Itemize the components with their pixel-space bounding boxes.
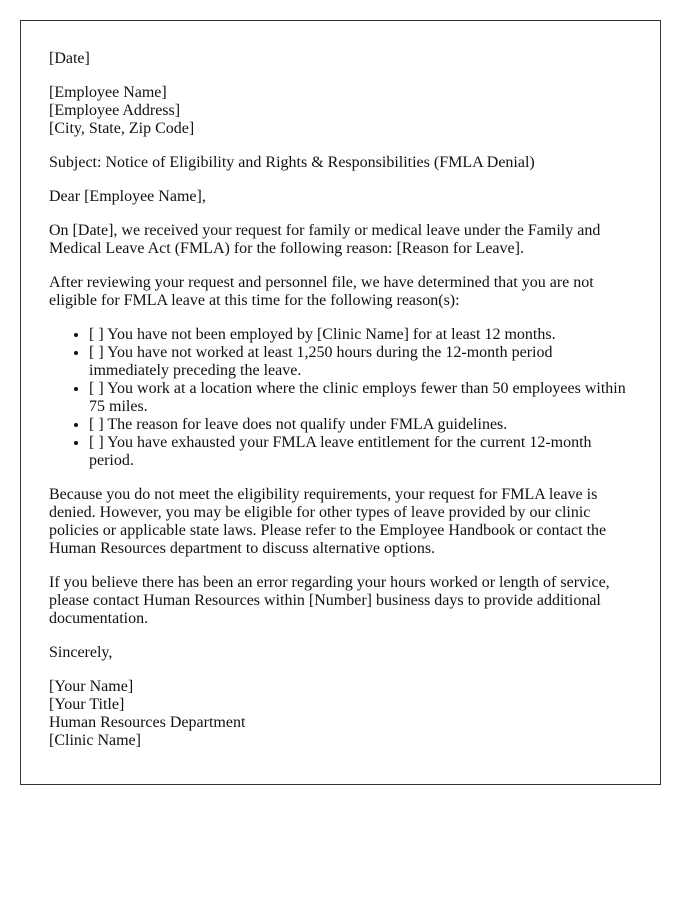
reason-item: • [ ] You have exhausted your FMLA leave entitlement for the current 12-month period. (89, 434, 632, 470)
letter-subject: Subject: Notice of Eligibility and Rights & Responsibilities (FMLA Denial) (49, 154, 535, 171)
signature-block (49, 678, 632, 750)
signer-department: Human Resources Department (49, 714, 246, 731)
recipient-city-state-zip: [City, State, Zip Code] (49, 120, 195, 137)
signer-clinic: [Clinic Name] (49, 732, 141, 749)
intro-paragraph: On [Date], we received your request for family or medical leave under the Family and Medical Leave Act (FMLA) for the following reason: [Reason for Leave]. (49, 222, 601, 257)
reason-item: • [ ] The reason for leave does not qualify under FMLA guidelines. (89, 416, 632, 434)
letter-document (20, 20, 661, 785)
letter-closing: Sincerely, (49, 644, 113, 661)
signer-title: [Your Title] (49, 696, 125, 713)
recipient-address-block (49, 84, 632, 138)
determination-paragraph: After reviewing your request and personnel file, we have determined that you are not eligible for FMLA leave at this time for the following reason(s): (49, 274, 594, 309)
recipient-name: [Employee Name] (49, 84, 167, 101)
reason-item: • [ ] You have not worked at least 1,250 hours during the 12-month period immediately preceding the leave. (89, 344, 632, 380)
recipient-address: [Employee Address] (49, 102, 181, 119)
reason-item: • [ ] You have not been employed by [Clinic Name] for at least 12 months. (89, 326, 632, 344)
appeal-paragraph: If you believe there has been an error regarding your hours worked or length of service, please contact Human Resources within [Number] business days to provide additional documentation. (49, 574, 610, 627)
signer-name: [Your Name] (49, 678, 134, 695)
ineligibility-reasons-list (49, 326, 632, 470)
letter-date: [Date] (49, 50, 90, 67)
letter-salutation: Dear [Employee Name], (49, 188, 206, 205)
denial-paragraph: Because you do not meet the eligibility requirements, your request for FMLA leave is denied. However, you may be eligible for other types of leave provided by our clinic policies or applicable state laws. Please refer to the Employee Handbook or contact the Human Resources department to discuss alternative options. (49, 486, 607, 557)
reason-item: • [ ] You work at a location where the clinic employs fewer than 50 employees within 75 miles. (89, 380, 632, 416)
